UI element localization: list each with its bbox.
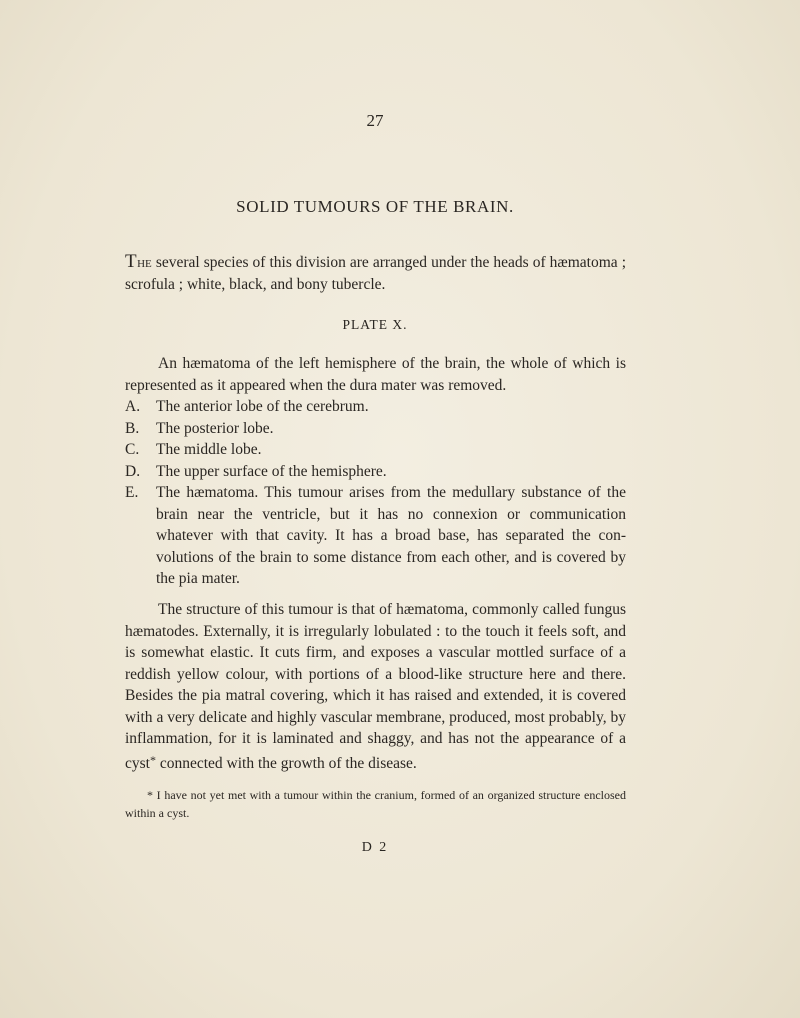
legend-item-c — [125, 439, 626, 461]
legend-text: The anterior lobe of the cerebrum. — [156, 398, 369, 415]
footnote-reference: * — [149, 752, 156, 767]
page-number: 27 — [366, 111, 384, 130]
legend-item-d — [125, 461, 626, 483]
legend-item-e — [125, 482, 626, 590]
structure-paragraph — [125, 599, 626, 774]
legend-item-a — [125, 396, 626, 418]
legend-item-b — [125, 418, 626, 440]
first-word-rest: he — [137, 254, 152, 271]
legend-text: The middle lobe. — [156, 441, 262, 458]
legend-letter: E. — [125, 484, 139, 501]
structure-text: The structure of this tumour is that of hæmatoma, commonly called fungus hæmatodes. Externally, it is irregularly lobulated : to the touch it feels soft, and is somewhat elastic. It cuts firm, and exposes a vascular mottled surface of a reddish yellow colour, with portions of a blood-like structure here and there. Besides the pia matral covering, which it has raised and extended, it is covered with a very delicate and highly vascular membrane, produced, most probably, by inflammation, for it is laminated and shaggy, and has not the appearance of a cyst — [125, 601, 626, 772]
legend-letter: C. — [125, 441, 140, 458]
chapter-title: SOLID TUMOURS OF THE BRAIN. — [236, 197, 514, 216]
legend-letter: B. — [125, 419, 140, 437]
drop-initial: T — [125, 251, 138, 272]
intro-text: several species of this division are arranged under the heads of hæmatoma ; scrofula ; white, black, and bony tubercle. — [125, 254, 626, 293]
legend-text: The posterior lobe. — [156, 419, 274, 437]
plate-heading: PLATE X. — [342, 317, 408, 332]
legend-letter: D. — [125, 462, 141, 480]
legend-text: The hæmatoma. This tumour arises from the medullary substance of the brain near the ventricle, but it has no connexion or communication whatever with that cavity. It has a broad base, has separated the con-volutions of the brain to some distance from each other, and is covered by the pia mater. — [156, 484, 626, 587]
plate-legend — [125, 396, 626, 590]
structure-text-end: connected with the growth of the disease. — [155, 754, 417, 772]
footnote: * I have not yet met with a tumour within the cranium, formed of an organized structure enclosed within a cyst. — [125, 788, 626, 820]
legend-letter: A. — [125, 398, 141, 415]
plate-description: An hæmatoma of the left hemisphere of the brain, the whole of which is represented as it appeared when the dura mater was removed. — [125, 355, 626, 394]
legend-text: The upper surface of the hemisphere. — [156, 462, 387, 480]
signature-mark: D 2 — [361, 840, 389, 855]
intro-paragraph — [125, 251, 626, 295]
